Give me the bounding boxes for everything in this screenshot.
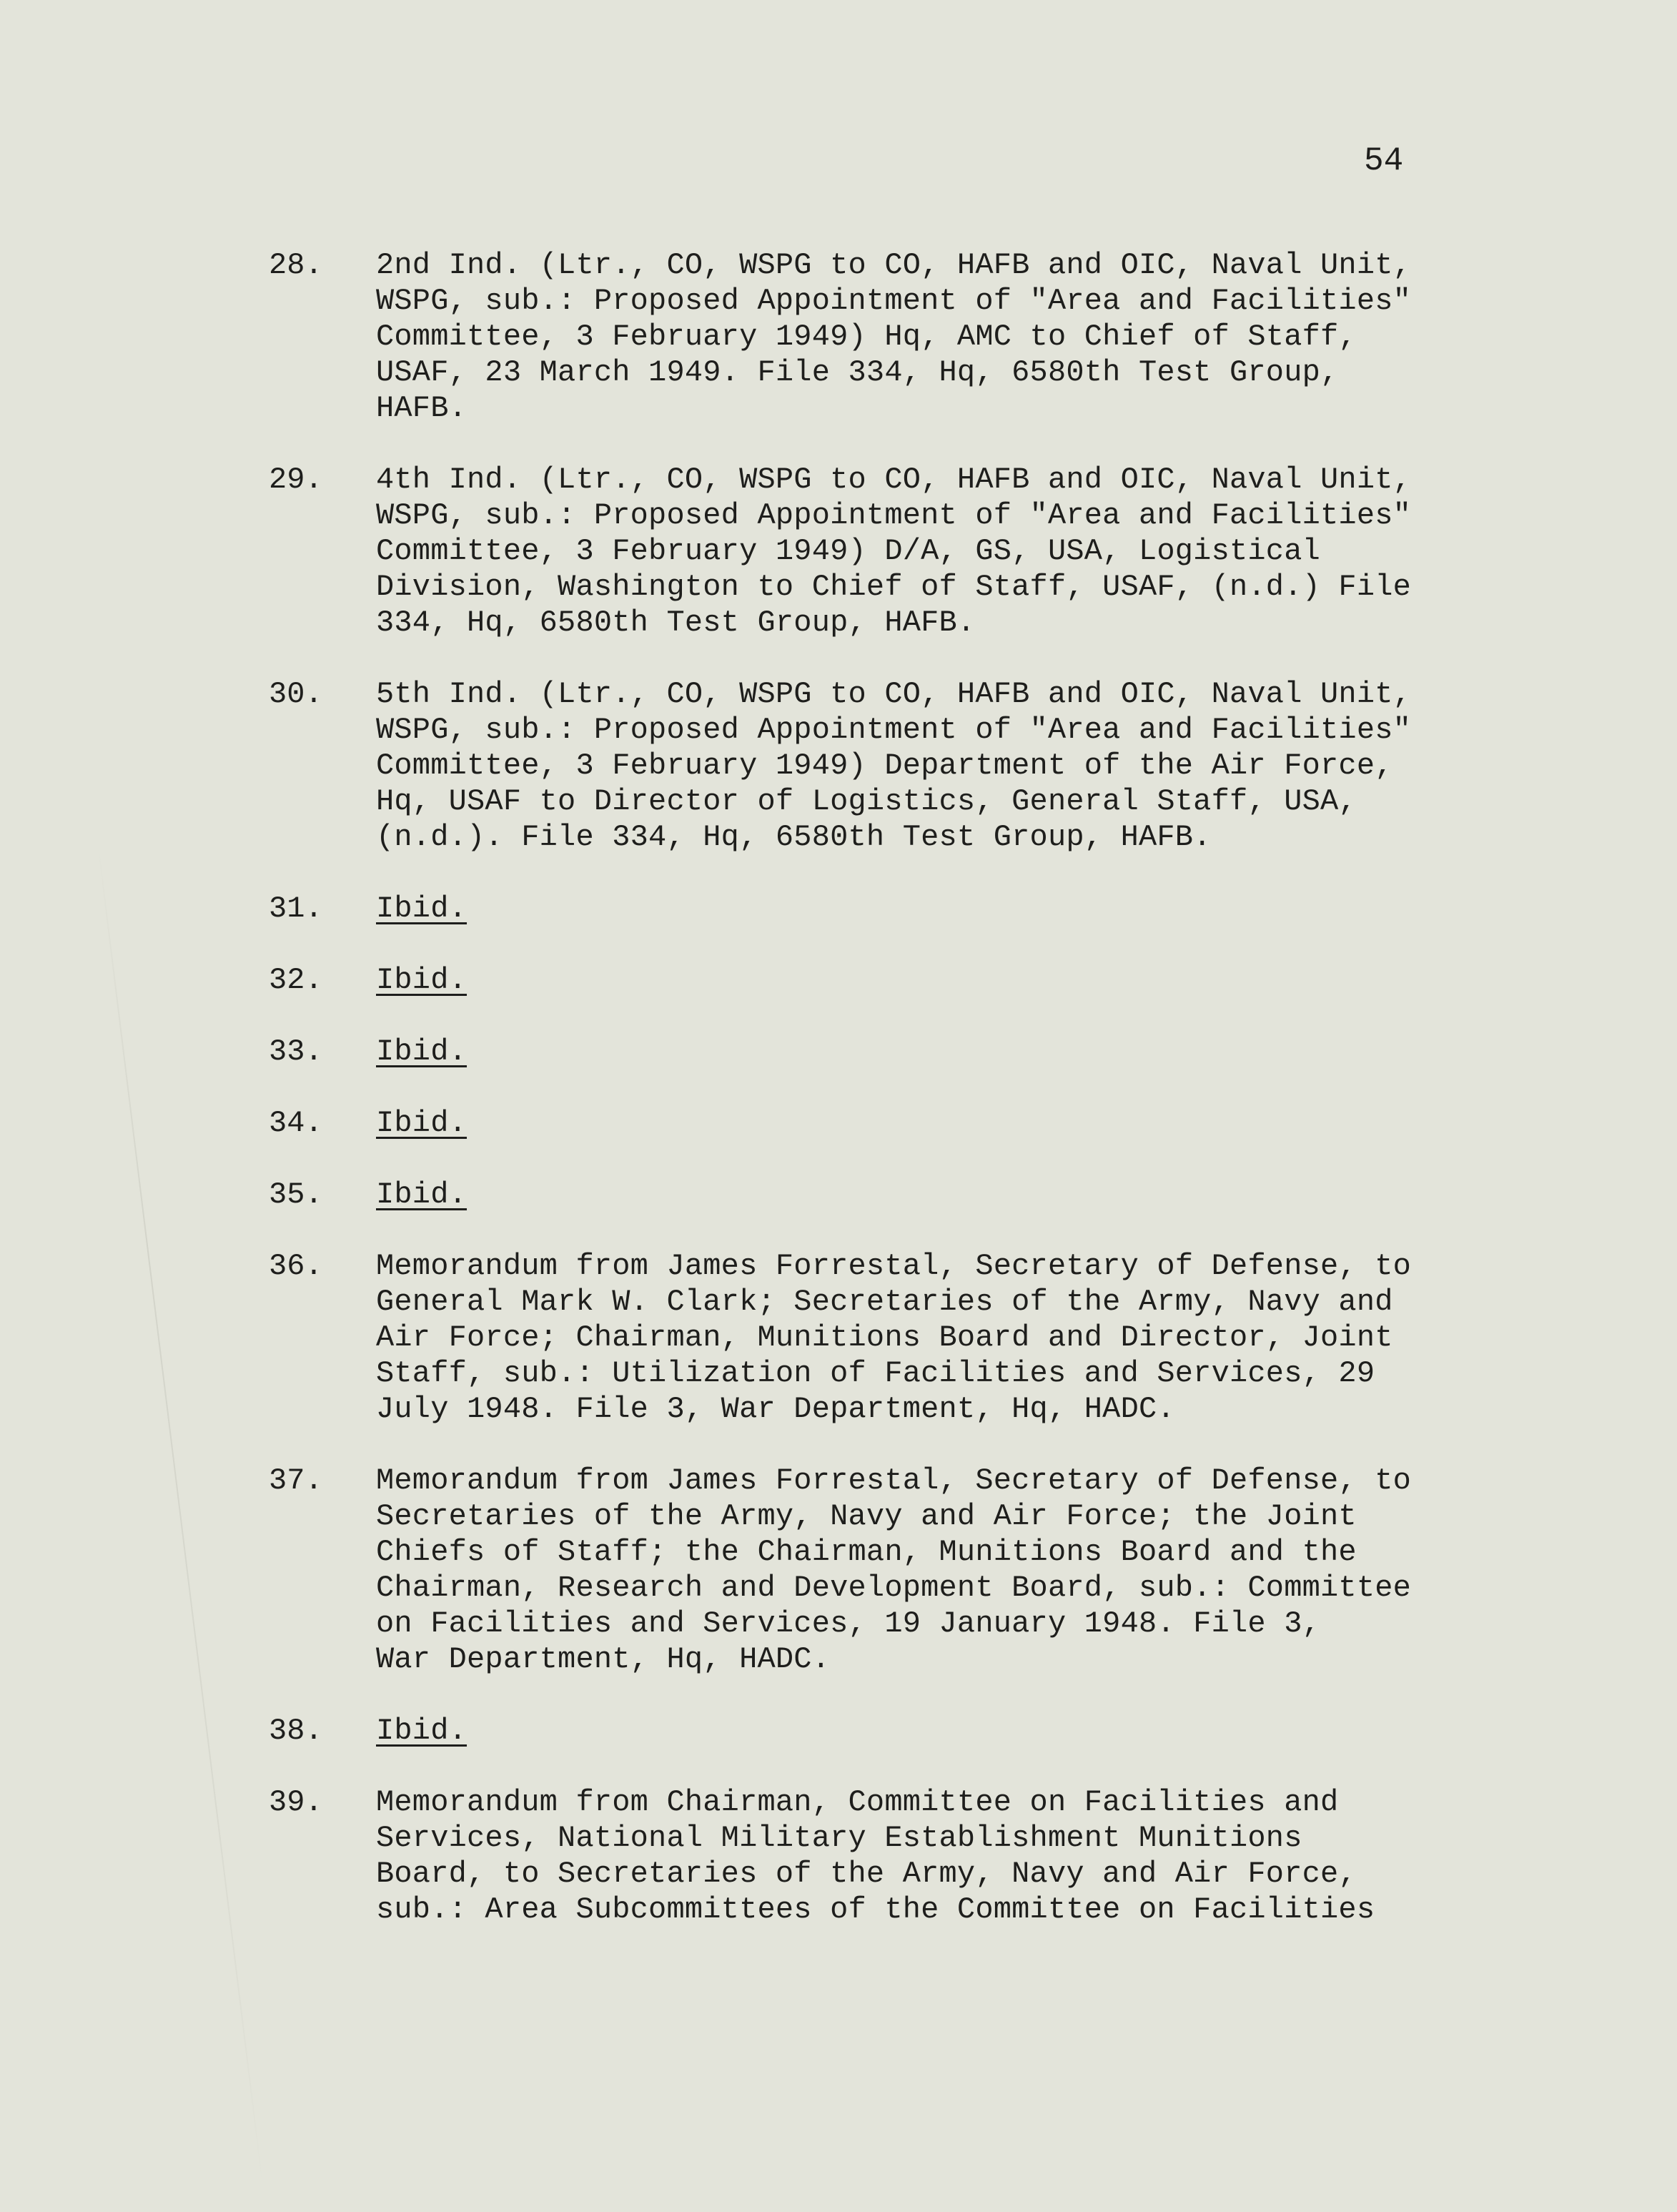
footnote bbox=[269, 247, 1498, 426]
footnote bbox=[269, 1105, 1498, 1141]
footnote-text: 2nd Ind. (Ltr., CO, WSPG to CO, HAFB and OIC, Naval Unit, WSPG, sub.: Proposed Appointment of "Area and Facilities" Committee, 3 February 1949) Hq, AMC to Chief of Staff, USAF, 23 March 1949. File 334, Hq, 6580th Test Group, HAFB. bbox=[376, 248, 1412, 425]
footnote-text: Memorandum from James Forrestal, Secretary of Defense, to Secretaries of the Army, Navy and Air Force; the Joint Chiefs of Staff; the Chairman, Munitions Board and the Chairman, Research and Development Board, sub.: Committee on Facilities and Services, 19 January 1948. File 3, War Department, Hq, HADC. bbox=[376, 1463, 1412, 1677]
footnote bbox=[269, 1784, 1498, 1927]
footnote-list bbox=[269, 247, 1498, 1963]
footnote-text: 4th Ind. (Ltr., CO, WSPG to CO, HAFB and OIC, Naval Unit, WSPG, sub.: Proposed Appointment of "Area and Facilities" Committee, 3 February 1949) D/A, GS, USA, Logistical Division, Washington to Chief of Staff, USAF, (n.d.) File 334, Hq, 6580th Test Group, HAFB. bbox=[376, 463, 1412, 640]
footnote bbox=[269, 1463, 1498, 1677]
footnote bbox=[269, 891, 1498, 927]
footnote-text-ibid: Ibid. bbox=[376, 963, 468, 997]
footnote-text-ibid: Ibid. bbox=[376, 892, 468, 926]
footnote bbox=[269, 1177, 1498, 1213]
footnote-text: Memorandum from Chairman, Committee on Facilities and Services, National Military Establishment Munitions Board, to Secretaries of the Army, Navy and Air Force, sub.: Area Subcommittees of the Committee on Facilities bbox=[376, 1785, 1375, 1927]
footnote bbox=[269, 676, 1498, 855]
footnote-number: 31. bbox=[269, 892, 323, 926]
footnote-number: 35. bbox=[269, 1177, 323, 1212]
footnote-number: 30. bbox=[269, 677, 323, 711]
footnote bbox=[269, 962, 1498, 998]
footnote-text-ibid: Ibid. bbox=[376, 1106, 468, 1140]
footnote bbox=[269, 462, 1498, 641]
footnote-number: 34. bbox=[269, 1106, 323, 1140]
footnote bbox=[269, 1034, 1498, 1070]
footnote-number: 36. bbox=[269, 1249, 323, 1283]
footnote-number: 37. bbox=[269, 1463, 323, 1498]
footnote-text: 5th Ind. (Ltr., CO, WSPG to CO, HAFB and OIC, Naval Unit, WSPG, sub.: Proposed Appointment of "Area and Facilities" Committee, 3 February 1949) Department of the Air Force, Hq, USAF to Director of Logistics, General Staff, USA, (n.d.). File 334, Hq, 6580th Test Group, HAFB. bbox=[376, 677, 1412, 854]
footnote-number: 32. bbox=[269, 963, 323, 997]
footnote-text-ibid: Ibid. bbox=[376, 1714, 468, 1748]
footnote-number: 39. bbox=[269, 1785, 323, 1820]
footnote-number: 38. bbox=[269, 1714, 323, 1748]
footnote-text-ibid: Ibid. bbox=[376, 1035, 468, 1069]
footnote-number: 28. bbox=[269, 248, 323, 282]
footnote-text: Memorandum from James Forrestal, Secretary of Defense, to General Mark W. Clark; Secretaries of the Army, Navy and Air Force; Chairman, Munitions Board and Director, Joint Staff, sub.: Utilization of Facilities and Services, 29 July 1948. File 3, War Department, Hq, HADC. bbox=[376, 1249, 1412, 1426]
footnote-text-ibid: Ibid. bbox=[376, 1177, 468, 1212]
footnote bbox=[269, 1713, 1498, 1749]
footnote-number: 29. bbox=[269, 463, 323, 497]
footnote bbox=[269, 1248, 1498, 1427]
footnote-number: 33. bbox=[269, 1035, 323, 1069]
page-fold-mark bbox=[97, 844, 264, 2192]
page-number: 54 bbox=[1364, 142, 1404, 179]
